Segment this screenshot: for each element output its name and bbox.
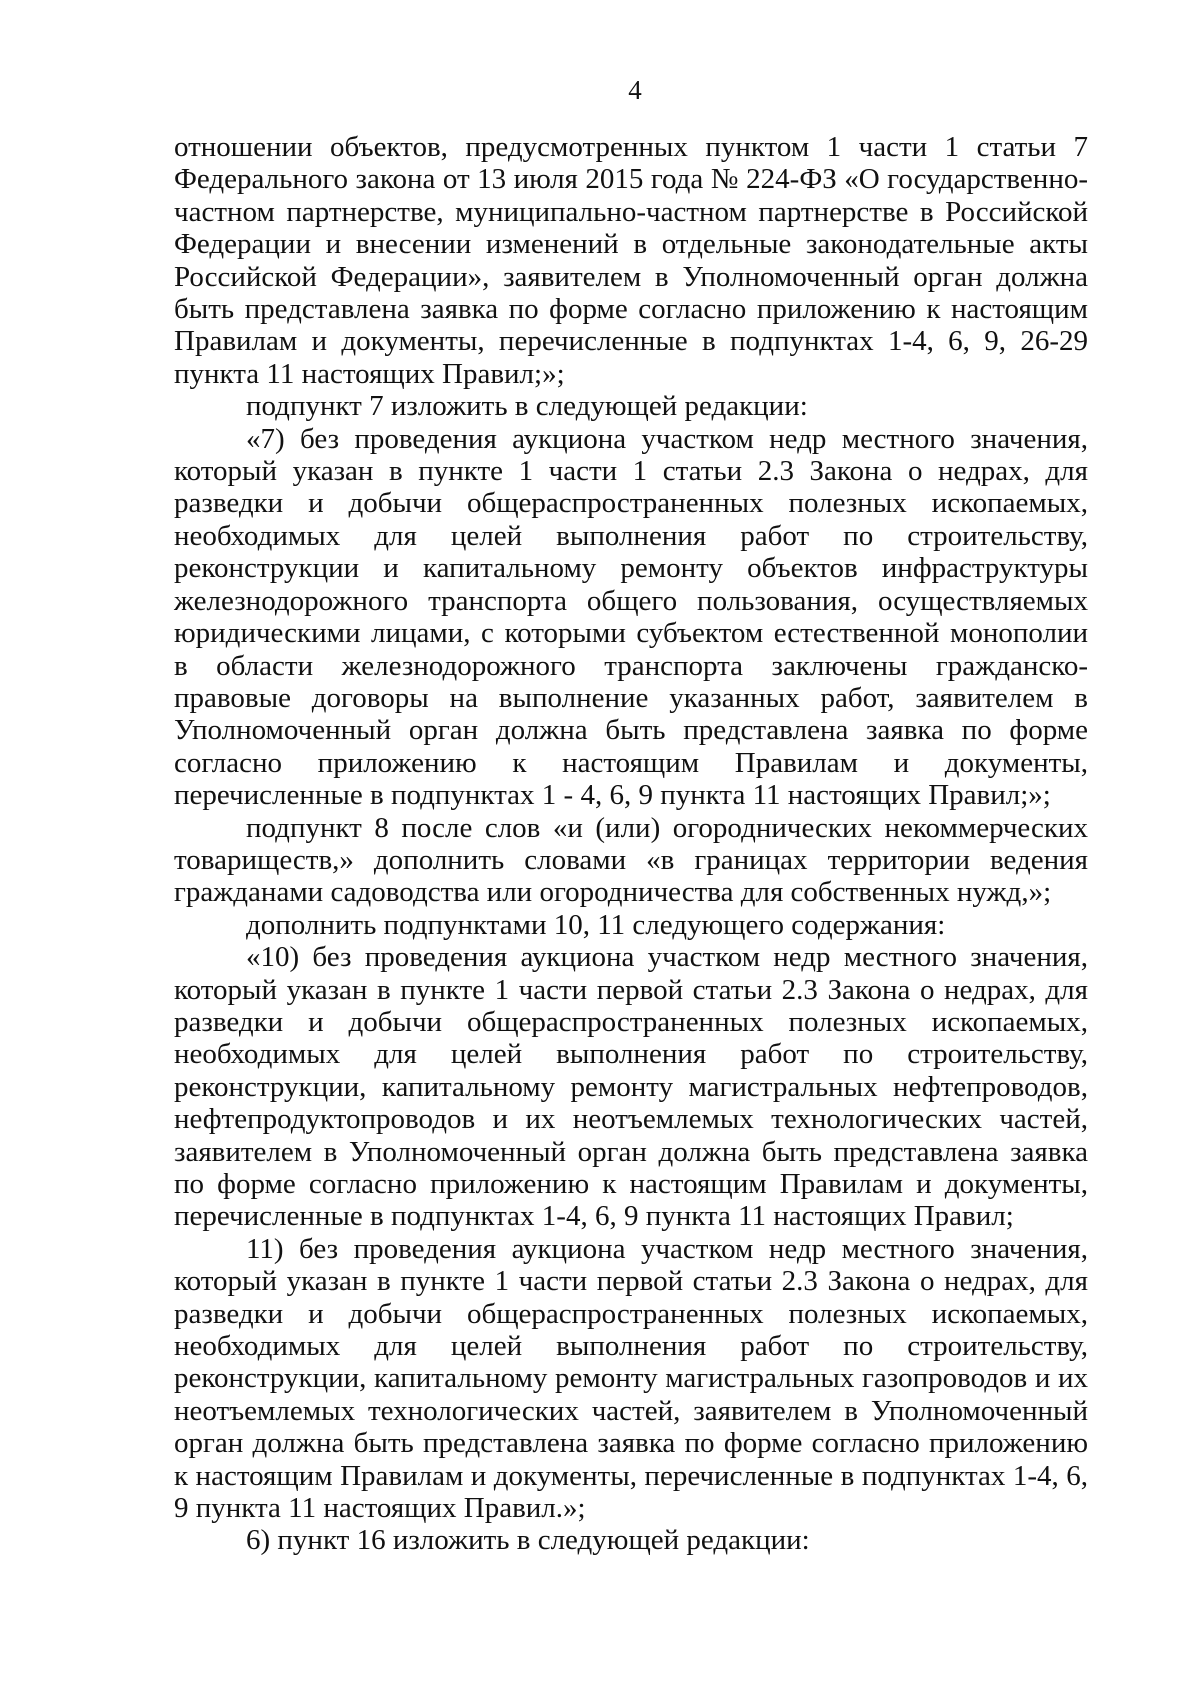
paragraph-point-16-instruction: 6) пункт 16 изложить в следующей редакции: [246,1524,810,1557]
paragraph-continuation: отношении объектов, предусмотренных пунктом 1 части 1 статьи 7 Федерального закона от 13 июля 2015 года № 224-ФЗ «О государственно-частном партнерстве, муниципально-частном партнерстве в Российской Федерации и внесении изменений в отдельные законодательные акты Российской Федерации», заявителем в Уполномоченный орган должна быть представлена заявка по форме согласно приложению к настоящим Правилам и документы, перечисленные в подпунктах 1-4, 6, 9, 26-29 пункта 11 настоящих Правил;»; [174,131,1088,390]
page-number: 4 [628,75,642,105]
document-body [174,131,1088,1557]
paragraph-add-subpoints-instruction: дополнить подпунктами 10, 11 следующего содержания: [246,908,946,941]
paragraph-subpoint-10-text: «10) без проведения аукциона участком недр местного значения, который указан в пункте 1 части первой статьи 2.3 Закона о недрах, для разведки и добычи общераспространенных полезных ископаемых, необходимых для целей выполнения работ по строительству, реконструкции, капитальному ремонту магистральных нефтепроводов, нефтепродуктопроводов и их неотъемлемых технологических частей, заявителем в Уполномоченный орган должна быть представлена заявка по форме согласно приложению к настоящим Правилам и документы, перечисленные в подпунктах 1-4, 6, 9 пункта 11 настоящих Правил; [174,941,1088,1233]
paragraph-subpoint-7-text: «7) без проведения аукциона участком недр местного значения, который указан в пункте 1 части 1 статьи 2.3 Закона о недрах, для разведки и добычи общераспространенных полезных ископаемых, необходимых для целей выполнения работ по строительству, реконструкции и капитальному ремонту объектов инфраструктуры железнодорожного транспорта общего пользования, осуществляемых юридическими лицами, с которыми субъектом естественной монополии в области железнодорожного транспорта заключены гражданско-правовые договоры на выполнение указанных работ, заявителем в Уполномоченный орган должна быть представлена заявка по форме согласно приложению к настоящим Правилам и документы, перечисленные в подпунктах 1 - 4, 6, 9 пункта 11 настоящих Правил;»; [174,422,1088,812]
paragraph-subpoint-7-instruction: подпункт 7 изложить в следующей редакции: [246,390,808,423]
paragraph-subpoint-8-amendment: подпункт 8 после слов «и (или) огороднических некоммерческих товариществ,» дополнить словами «в границах территории ведения гражданами садоводства или огородничества для собственных нужд,»; [174,811,1088,909]
paragraph-subpoint-11-text: 11) без проведения аукциона участком недр местного значения, который указан в пункте 1 части первой статьи 2.3 Закона о недрах, для разведки и добычи общераспространенных полезных ископаемых, необходимых для целей выполнения работ по строительству, реконструкции, капитальному ремонту магистральных газопроводов и их неотъемлемых технологических частей, заявителем в Уполномоченный орган должна быть представлена заявка по форме согласно приложению к настоящим Правилам и документы, перечисленные в подпунктах 1-4, 6, 9 пункта 11 настоящих Правил.»; [174,1232,1088,1525]
